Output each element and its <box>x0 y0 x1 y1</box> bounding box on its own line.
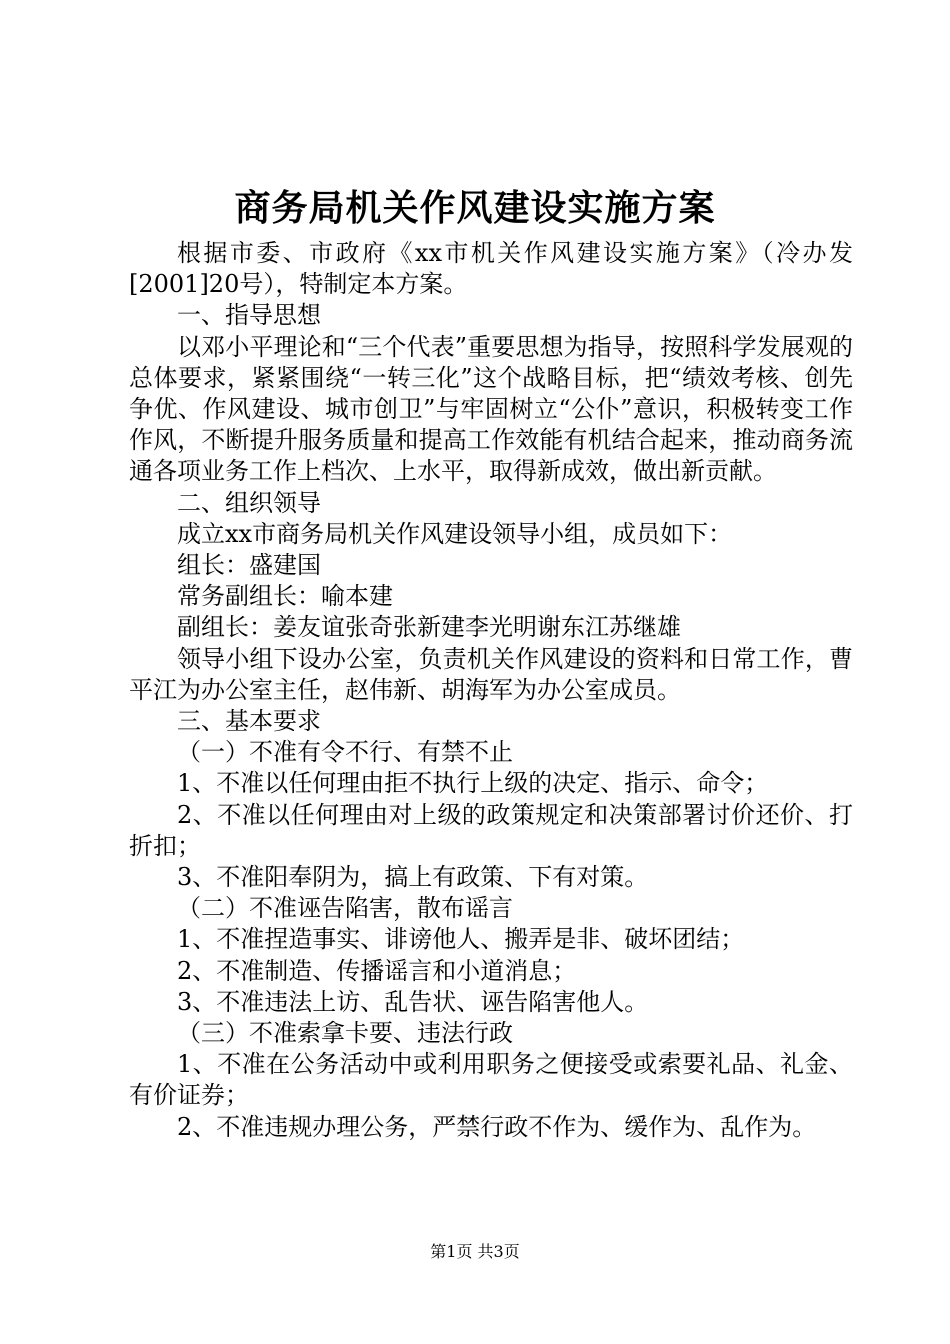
document-body <box>129 238 853 1143</box>
subsection-heading-2: （二）不准诬告陷害，散布谣言 <box>177 894 513 923</box>
guiding-thought-paragraph: 以邓小平理论和“三个代表”重要思想为指导，按照科学发展观的总体要求，紧紧围绕“一转三化”这个战略目标，把“绩效考核、创先争优、作风建设、城市创卫”与牢固树立“公仆”意识，积极转变工作作风，不断提升服务质量和提高工作效能有机结合起来，推动商务流通各项业务工作上档次、上水平，取得新成效，做出新贡献。 <box>129 332 853 486</box>
intro-paragraph: 根据市委、市政府《xx市机关作风建设实施方案》（冷办发[2001]20号），特制定本方案。 <box>129 239 853 299</box>
leadership-group-paragraph: 成立xx市商务局机关作风建设领导小组，成员如下： <box>177 519 733 548</box>
subsection-heading-1: （一）不准有令不行、有禁不止 <box>177 738 513 767</box>
deputy-leaders-line: 副组长：姜友谊张奇张新建李光明谢东江苏继雄 <box>177 613 681 642</box>
rule-item: 3、不准阳奉阴为，搞上有政策、下有对策。 <box>177 863 649 892</box>
subsection-heading-3: （三）不准索拿卡要、违法行政 <box>177 1019 513 1048</box>
rule-item: 2、不准制造、传播谣言和小道消息； <box>177 956 577 985</box>
executive-deputy-leader-line: 常务副组长：喻本建 <box>177 582 393 611</box>
rule-item: 2、不准违规办理公务，严禁行政不作为、缓作为、乱作为。 <box>177 1112 817 1141</box>
page-footer: 第1页 共3页 <box>430 1242 520 1261</box>
section-heading-basic-requirements: 三、基本要求 <box>177 707 321 736</box>
rule-item: 1、不准以任何理由拒不执行上级的决定、指示、命令； <box>177 769 769 798</box>
office-paragraph: 领导小组下设办公室，负责机关作风建设的资料和日常工作，曹平江为办公室主任，赵伟新、胡海军为办公室成员。 <box>129 644 853 704</box>
rule-item: 1、不准在公务活动中或利用职务之便接受或索要礼品、礼金、有价证券； <box>129 1050 853 1110</box>
group-leader-line: 组长：盛建国 <box>177 551 321 580</box>
rule-item: 2、不准以任何理由对上级的政策规定和决策部署讨价还价、打折扣； <box>129 800 853 860</box>
rule-item: 1、不准捏造事实、诽谤他人、搬弄是非、破坏团结； <box>177 925 745 954</box>
section-heading-organization: 二、组织领导 <box>177 488 321 517</box>
rule-item: 3、不准违法上访、乱告状、诬告陷害他人。 <box>177 987 649 1016</box>
document-title: 商务局机关作风建设实施方案 <box>234 187 716 229</box>
section-heading-guiding-thought: 一、指导思想 <box>177 301 321 330</box>
